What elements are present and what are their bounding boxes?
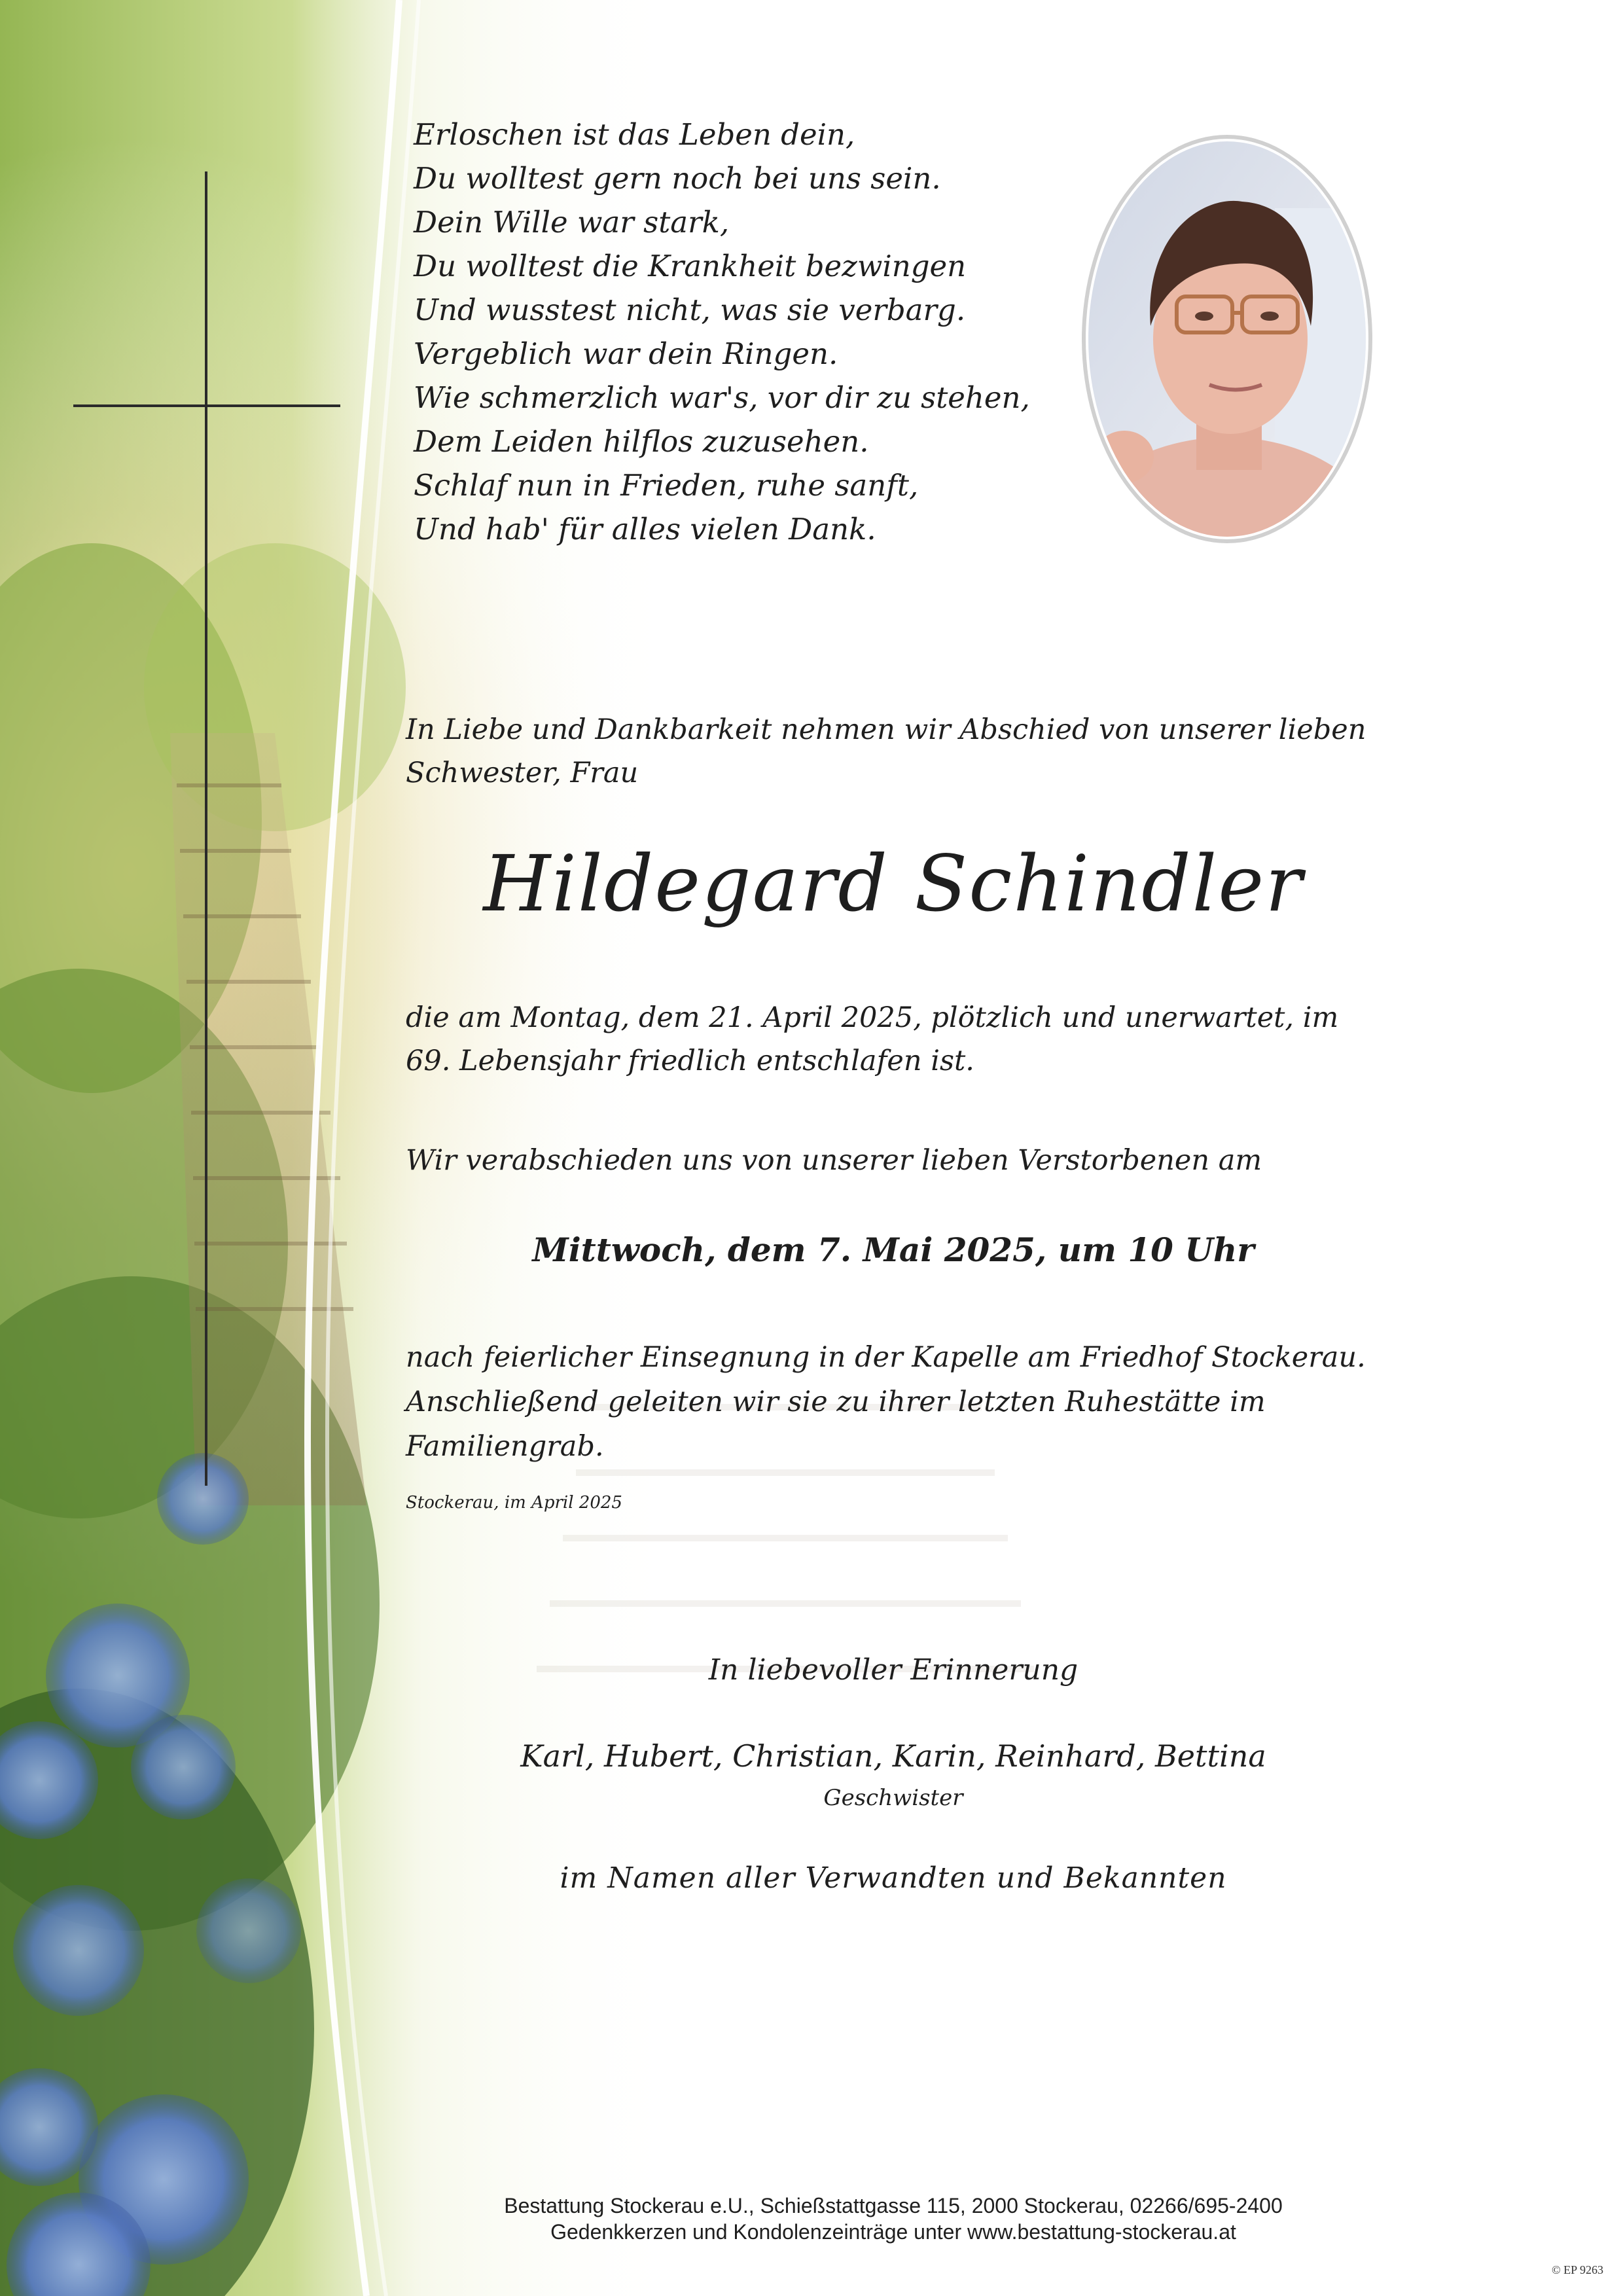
portrait-photo bbox=[1079, 130, 1376, 548]
death-notice: die am Montag, dem 21. April 2025, plötzlich und unerwartet, im 69. Lebensjahr friedlich entschlafen ist. bbox=[406, 1001, 1339, 1077]
memory-heading: In liebevoller Erinnerung bbox=[708, 1653, 1079, 1687]
poem-line: Schlaf nun in Frieden, ruhe sanft, bbox=[414, 468, 919, 503]
cross-horizontal-bar bbox=[73, 404, 340, 407]
deceased-name: Hildegard Schindler bbox=[483, 838, 1304, 929]
footer-website: Gedenkkerzen und Kondolenzeinträge unter www.bestattung-stockerau.at bbox=[550, 2220, 1236, 2244]
poem-line: Vergeblich war dein Ringen. bbox=[414, 336, 838, 371]
intro-text: In Liebe und Dankbarkeit nehmen wir Abschied von unserer lieben Schwester, Frau bbox=[406, 713, 1366, 789]
cross-vertical-bar bbox=[205, 171, 207, 1486]
poem-line: Du wolltest gern noch bei uns sein. bbox=[414, 161, 941, 196]
ceremony-text: nach feierlicher Einsegnung in der Kapelle am Friedhof Stockerau. Anschließend geleiten wir sie zu ihrer letzten Ruhestätte im Familiengrab. bbox=[406, 1341, 1366, 1463]
place-date: Stockerau, im April 2025 bbox=[406, 1493, 622, 1513]
poem-line: Erloschen ist das Leben dein, bbox=[414, 117, 855, 152]
poem-line: Wie schmerzlich war's, vor dir zu stehen, bbox=[414, 380, 1030, 415]
relatives-line: im Namen aller Verwandten und Bekannten bbox=[560, 1861, 1227, 1895]
poem bbox=[414, 113, 1030, 551]
farewell-text: Wir verabschieden uns von unserer lieben Verstorbenen am bbox=[406, 1144, 1262, 1177]
mourners-names: Karl, Hubert, Christian, Karin, Reinhard, Bettina bbox=[520, 1738, 1266, 1774]
funeral-home-footer bbox=[406, 2193, 1381, 2245]
poem-line: Dem Leiden hilflos zuzusehen. bbox=[414, 424, 869, 459]
poem-line: Du wolltest die Krankheit bezwingen bbox=[414, 249, 967, 283]
poem-line: Dein Wille war stark, bbox=[414, 205, 730, 240]
funeral-date: Mittwoch, dem 7. Mai 2025, um 10 Uhr bbox=[532, 1230, 1255, 1269]
poem-line: Und wusstest nicht, was sie verbarg. bbox=[414, 293, 966, 327]
poem-line: Und hab' für alles vielen Dank. bbox=[414, 512, 876, 547]
mourners-relation: Geschwister bbox=[823, 1785, 963, 1811]
footer-address: Bestattung Stockerau e.U., Schießstattgasse 115, 2000 Stockerau, 02266/695-2400 bbox=[504, 2194, 1283, 2217]
print-code: © EP 9263 bbox=[1551, 2263, 1603, 2276]
